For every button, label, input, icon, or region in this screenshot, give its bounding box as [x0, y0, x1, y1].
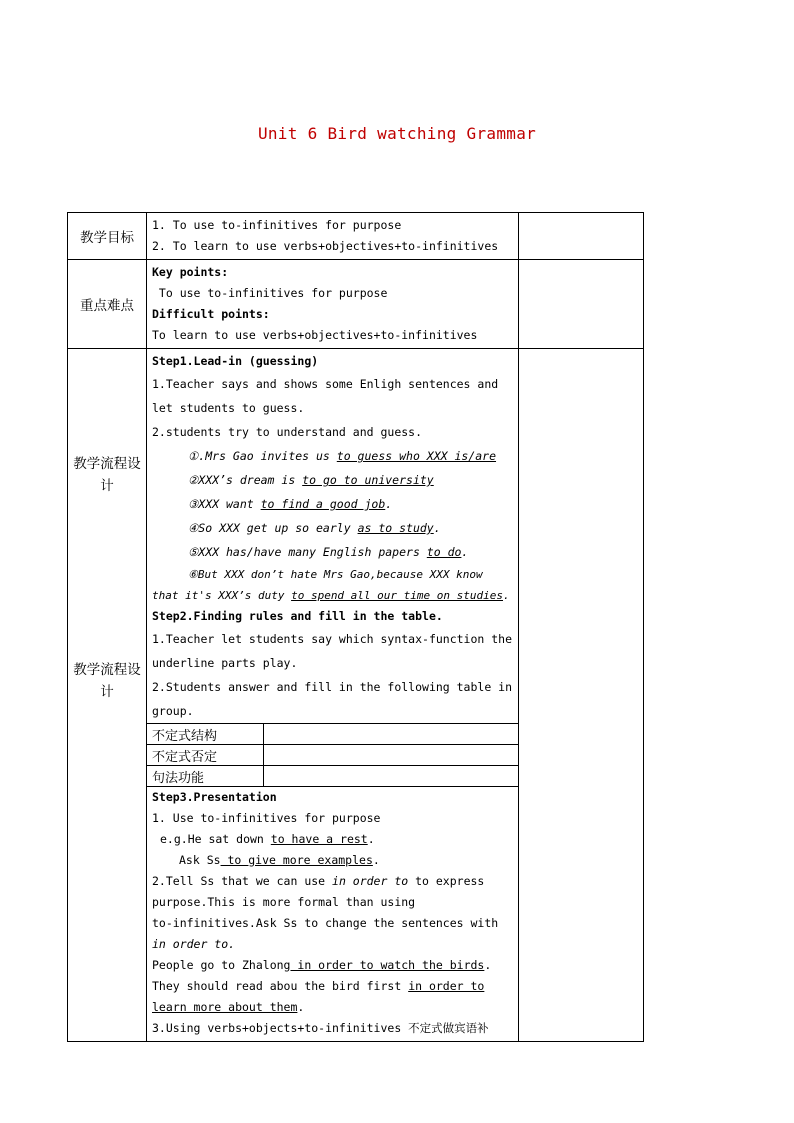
fill-in-label: 不定式结构 [147, 724, 263, 745]
fill-in-row [147, 724, 518, 745]
example-sentence-continued: that it's XXX’s duty to spend all our time on studies. [152, 589, 510, 602]
step3-sentence: People go to Zhalong in order to watch the birds. [152, 958, 492, 972]
fill-in-blank[interactable] [263, 766, 518, 787]
fill-in-label: 不定式否定 [147, 745, 263, 766]
difficult-points-heading: Difficult points: [152, 307, 270, 321]
fill-in-table [147, 723, 518, 787]
process-content [147, 349, 519, 1042]
example-sentence: ④So XXX get up so early as to study. [188, 521, 441, 535]
step2-paragraph: 2.Students answer and fill in the following table in group. [152, 680, 513, 718]
fill-in-row [147, 745, 518, 766]
key-points-label: 重点难点 [68, 260, 147, 349]
step3-point: 1. Use to-infinitives for purpose [152, 811, 381, 825]
step3-sentence: They should read abou the bird first in order to learn more about them. [152, 979, 485, 1014]
difficult-points-text: To learn to use verbs+objectives+to-infinitives [152, 328, 478, 342]
step3-point-continued: to-infinitives.Ask Ss to change the sentences with in order to. [152, 916, 499, 951]
objectives-content [147, 213, 519, 260]
process-row [68, 349, 644, 1042]
fill-in-label: 句法功能 [147, 766, 263, 787]
step2-heading: Step2.Finding rules and fill in the table. [152, 609, 443, 623]
key-points-notes [519, 260, 644, 349]
key-points-text: To use to-infinitives for purpose [152, 286, 388, 300]
example-sentence: ⑤XXX has/have many English papers to do. [188, 545, 469, 559]
process-label-cell [68, 349, 147, 1042]
step2-paragraph: 1.Teacher let students say which syntax-function the underline parts play. [152, 632, 513, 670]
step3-point: 3.Using verbs+objects+to-infinitives 不定式做宾语补 [152, 1021, 489, 1035]
step1-heading: Step1.Lead-in (guessing) [152, 354, 319, 368]
key-points-heading: Key points: [152, 265, 229, 279]
key-points-content [147, 260, 519, 349]
document-title: Unit 6 Bird watching Grammar [257, 124, 537, 143]
step3-example: e.g.He sat down to have a rest. [160, 832, 375, 846]
example-sentence: ③XXX want to find a good job. [188, 497, 393, 511]
example-sentence: ⑥But XXX don’t hate Mrs Gao,because XXX know [188, 568, 483, 581]
example-sentence: ②XXX’s dream is to go to university [188, 473, 434, 487]
lesson-plan-table [67, 212, 644, 1042]
example-sentence: ①.Mrs Gao invites us to guess who XXX is/are [188, 449, 497, 463]
process-label-top: 教学流程设计 [73, 456, 141, 494]
objective-item: 1. To use to-infinitives for purpose [152, 218, 402, 232]
objective-item: 2. To learn to use verbs+objectives+to-infinitives [152, 239, 499, 253]
step3-ask: Ask Ss to give more examples. [179, 853, 380, 867]
step3-heading: Step3.Presentation [152, 790, 277, 804]
step1-paragraph: 1.Teacher says and shows some Enligh sentences and let students to guess. [152, 377, 499, 415]
process-label-bottom: 教学流程设计 [73, 662, 141, 700]
step1-paragraph: 2.students try to understand and guess. [152, 425, 423, 439]
key-points-row [68, 260, 644, 349]
objectives-row [68, 213, 644, 260]
process-notes [519, 349, 644, 1042]
fill-in-blank[interactable] [263, 724, 518, 745]
objectives-label: 教学目标 [68, 213, 147, 260]
fill-in-row [147, 766, 518, 787]
step3-point: 2.Tell Ss that we can use in order to to express purpose.This is more formal than using [152, 874, 485, 909]
fill-in-blank[interactable] [263, 745, 518, 766]
objectives-notes [519, 213, 644, 260]
